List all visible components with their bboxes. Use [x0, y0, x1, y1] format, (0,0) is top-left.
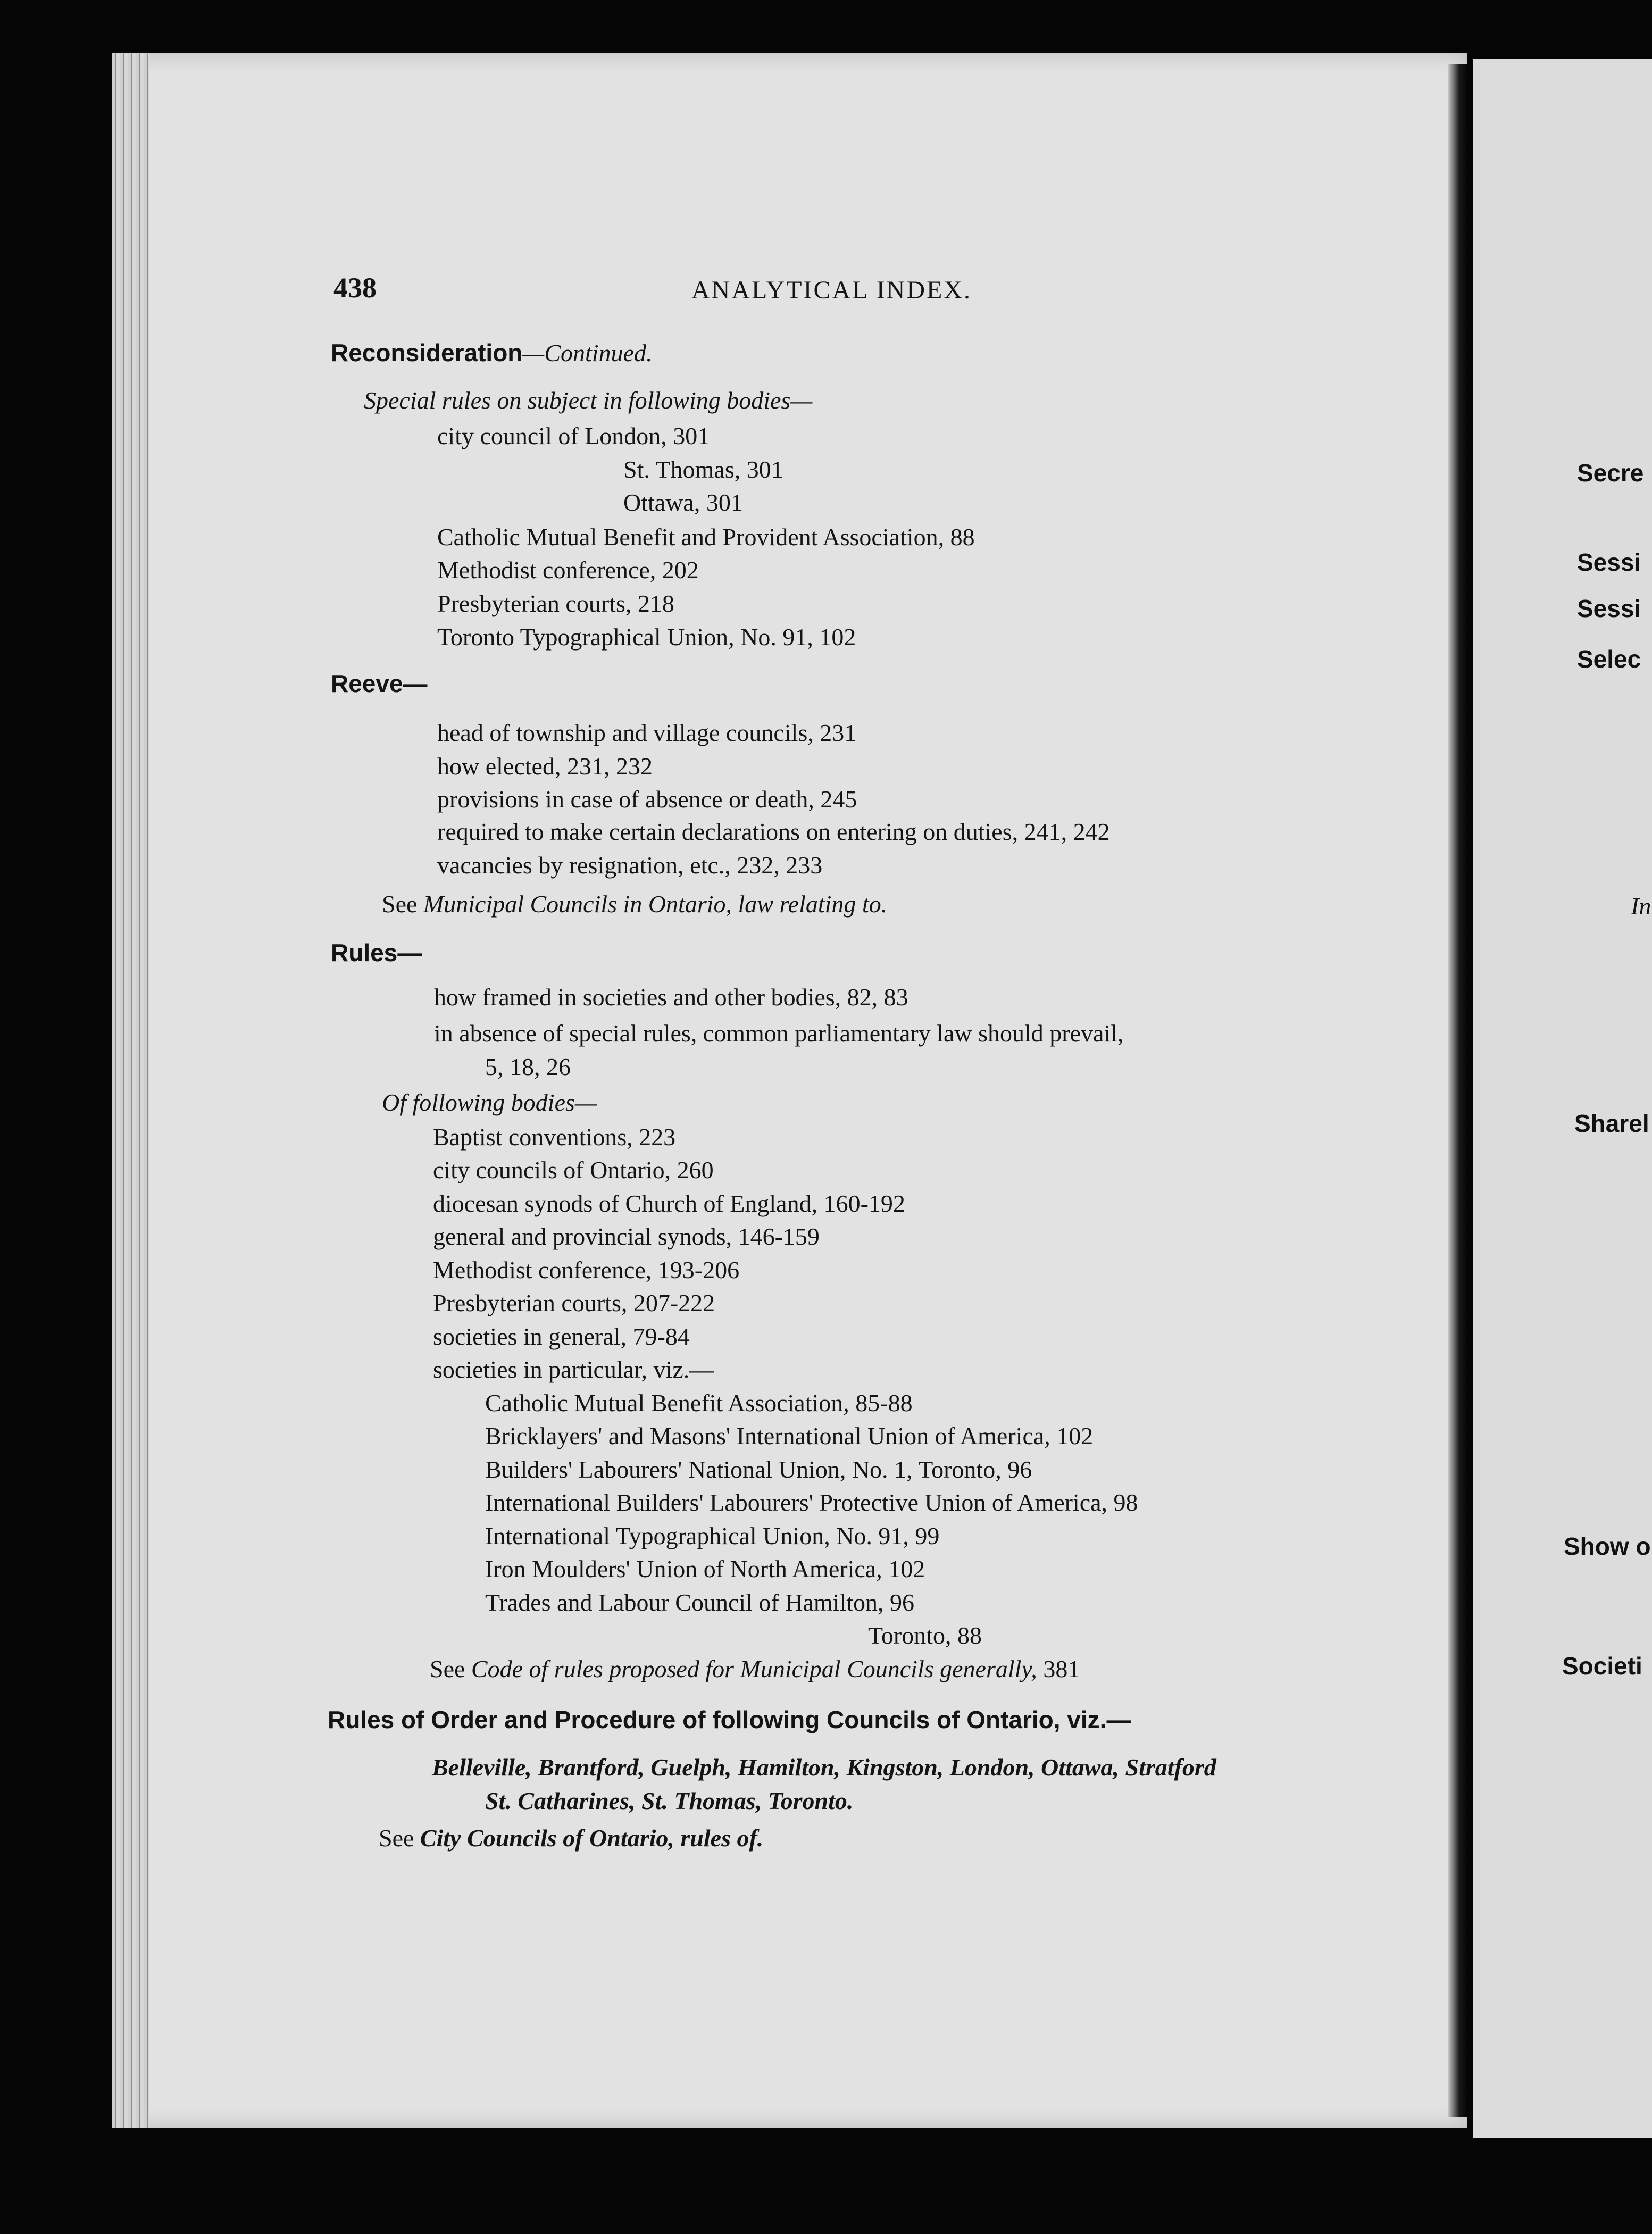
- right-page-fragment: Sessi: [1577, 595, 1641, 622]
- list-item: vacancies by resignation, etc., 232, 233: [437, 852, 823, 879]
- page-edges: [112, 53, 149, 2128]
- list-item: societies in particular, viz.—: [433, 1356, 714, 1383]
- see-reference: [430, 1657, 1080, 1681]
- list-item: Methodist conference, 202: [437, 556, 699, 583]
- list-item: Catholic Mutual Benefit and Provident Association, 88: [437, 523, 975, 551]
- special-rules-label: Special rules on subject in following bodies—: [364, 387, 813, 414]
- list-item: Iron Moulders' Union of North America, 102: [485, 1555, 925, 1582]
- list-item: Toronto Typographical Union, No. 91, 102: [437, 623, 856, 651]
- list-item: required to make certain declarations on entering on duties, 241, 242: [437, 818, 1110, 845]
- list-item: city council of London, 301: [437, 422, 710, 449]
- right-page-fragment: Sharel: [1574, 1110, 1649, 1137]
- list-item: Builders' Labourers' National Union, No. 1, Toronto, 96: [485, 1456, 1032, 1483]
- entry-heading: Reconsideration: [331, 339, 523, 366]
- right-page: [1473, 59, 1652, 2138]
- see-label: See: [430, 1655, 465, 1682]
- list-item: Presbyterian courts, 207-222: [433, 1289, 715, 1316]
- list-item: Baptist conventions, 223: [433, 1123, 676, 1151]
- council-list: St. Catharines, St. Thomas, Toronto.: [485, 1787, 854, 1814]
- list-item: International Builders' Labourers' Protective Union of America, 98: [485, 1489, 1138, 1516]
- left-page: [122, 53, 1467, 2128]
- running-head-title: ANALYTICAL INDEX.: [691, 276, 972, 304]
- list-item: Presbyterian courts, 218: [437, 590, 674, 617]
- see-label: See: [382, 890, 418, 918]
- page-number: 438: [333, 272, 377, 304]
- right-page-fragment: Secre: [1577, 459, 1644, 487]
- list-item: Trades and Labour Council of Hamilton, 96: [485, 1589, 915, 1616]
- list-item: how elected, 231, 232: [437, 753, 653, 780]
- of-following-label: Of following bodies—: [382, 1089, 597, 1116]
- list-item: Toronto, 88: [868, 1622, 982, 1649]
- index-entry-rules-of-order: Rules of Order and Procedure of following Councils of Ontario, viz.—: [328, 1706, 1131, 1733]
- right-page-fragment: Selec: [1577, 645, 1641, 673]
- list-item: societies in general, 79-84: [433, 1323, 690, 1350]
- council-list: Belleville, Brantford, Guelph, Hamilton, Kingston, London, Ottawa, Stratford: [432, 1754, 1216, 1781]
- list-item: St. Thomas, 301: [623, 456, 783, 483]
- list-item: Methodist conference, 193-206: [433, 1256, 740, 1283]
- right-page-fragment: In: [1631, 893, 1651, 920]
- see-reference: [379, 1826, 763, 1850]
- list-item: in absence of special rules, common parliamentary law should prevail,: [434, 1020, 1124, 1047]
- list-item: general and provincial synods, 146-159: [433, 1223, 820, 1250]
- see-label: See: [379, 1824, 414, 1852]
- right-page-fragment: Sessi: [1577, 548, 1641, 576]
- continued-label: —Continued.: [522, 339, 653, 366]
- right-page-fragment: Societi: [1562, 1652, 1642, 1680]
- list-item: International Typographical Union, No. 91, 99: [485, 1522, 940, 1549]
- book-gutter: [1448, 64, 1467, 2117]
- index-entry-reconsideration: [331, 340, 652, 365]
- see-reference-target: City Councils of Ontario, rules of.: [420, 1824, 764, 1852]
- right-page-fragment: Show o: [1564, 1532, 1651, 1560]
- list-item: head of township and village councils, 231: [437, 719, 857, 746]
- see-reference-page: 381: [1043, 1655, 1080, 1682]
- see-reference: [382, 892, 887, 916]
- list-item: Ottawa, 301: [623, 489, 743, 516]
- list-item: Catholic Mutual Benefit Association, 85-88: [485, 1389, 913, 1416]
- see-reference-target: Code of rules proposed for Municipal Councils generally,: [471, 1655, 1037, 1682]
- list-item: how framed in societies and other bodies, 82, 83: [434, 983, 908, 1011]
- index-entry-rules: Rules—: [331, 939, 422, 966]
- index-entry-reeve: Reeve—: [331, 670, 428, 697]
- list-item: provisions in case of absence or death, 245: [437, 786, 857, 813]
- list-item: city councils of Ontario, 260: [433, 1156, 714, 1183]
- list-item: diocesan synods of Church of England, 160-192: [433, 1190, 905, 1217]
- list-item: 5, 18, 26: [485, 1053, 571, 1080]
- list-item: Bricklayers' and Masons' International Union of America, 102: [485, 1422, 1094, 1449]
- see-reference-target: Municipal Councils in Ontario, law relating to.: [423, 890, 888, 918]
